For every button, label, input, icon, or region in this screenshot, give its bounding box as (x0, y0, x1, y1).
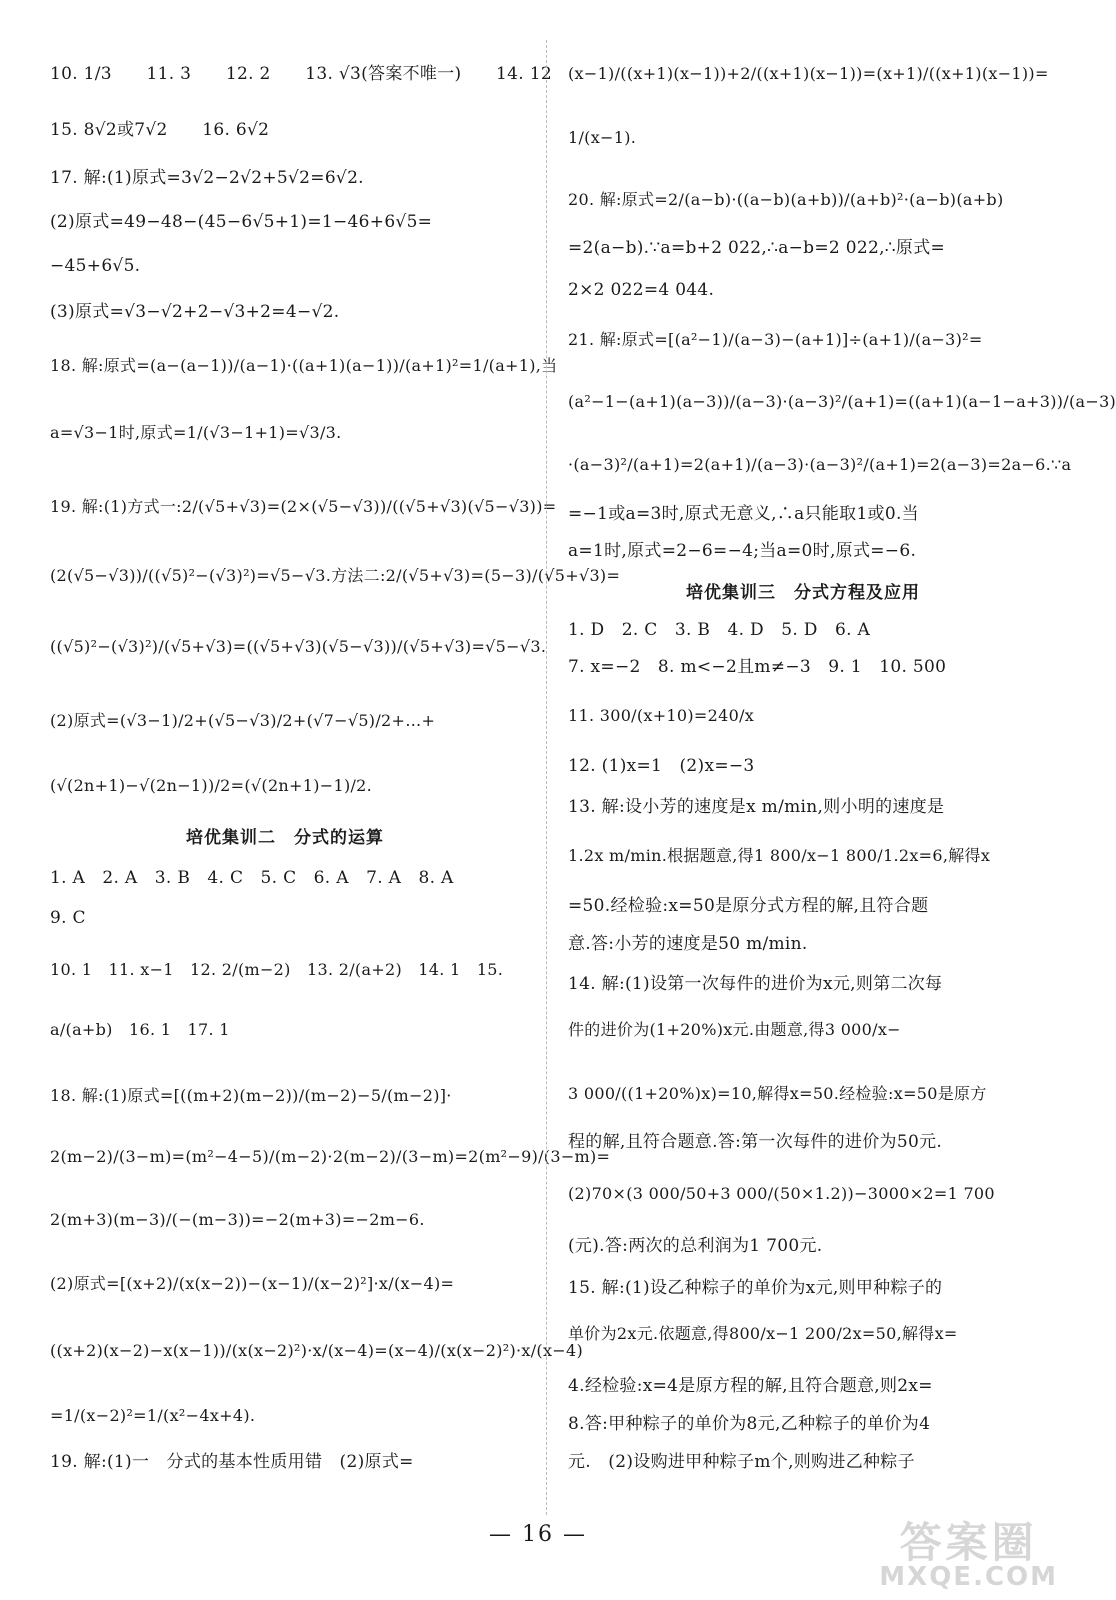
answer-line: 2(m−2)/(3−m)=(m²−4−5)/(m−2)·2(m−2)/(3−m)=2(m²−9)/(3−m)= (50, 1147, 611, 1166)
answer-line: 17. 解:(1)原式=3√2−2√2+5√2=6√2. (50, 168, 364, 188)
answer-line: −45+6√5. (50, 256, 141, 276)
answer-line: 15. 解:(1)设乙种粽子的单价为x元,则甲种粽子的 (568, 1278, 943, 1298)
answer-line: 意.答:小芳的速度是50 m/min. (568, 934, 808, 954)
answer-line: 2×2 022=4 044. (568, 280, 715, 300)
answer-line: (√(2n+1)−√(2n−1))/2=(√(2n+1)−1)/2. (50, 776, 373, 795)
answer-line: 程的解,且符合题意.答:第一次每件的进价为50元. (568, 1132, 943, 1152)
answer-line: 18. 解:(1)原式=[((m+2)(m−2))/(m−2)−5/(m−2)]· (50, 1086, 452, 1105)
answer-line: =50.经检验:x=50是原分式方程的解,且符合题 (568, 896, 929, 916)
watermark-logo (879, 1518, 1058, 1592)
answer-line: 18. 解:原式=(a−(a−1))/(a−1)·((a+1)(a−1))/(a+1)²=1/(a+1),当 (50, 356, 558, 375)
answer-line: 20. 解:原式=2/(a−b)·((a−b)(a+b))/(a+b)²·(a−b)(a+b) (568, 190, 1004, 209)
answer-line: a/(a+b) 16. 1 17. 1 (50, 1020, 230, 1039)
answer-line: 14. 解:(1)设第一次每件的进价为x元,则第二次每 (568, 974, 943, 994)
answer-line: ((x+2)(x−2)−x(x−1))/(x(x−2)²)·x/(x−4)=(x−4)/(x(x−2)²)·x/(x−4) (50, 1341, 583, 1360)
answer-line: 12. (1)x=1 (2)x=−3 (568, 756, 755, 776)
answer-line: (2)原式=49−48−(45−6√5+1)=1−46+6√5= (50, 212, 433, 232)
answer-line: (2(√5−√3))/((√5)²−(√3)²)=√5−√3.方法二:2/(√5+√3)=(5−3)/(√5+√3)= (50, 566, 621, 585)
answer-line: 7. x=−2 8. m<−2且m≠−3 9. 1 10. 500 (568, 657, 947, 677)
answer-line: 9. C (50, 908, 86, 928)
answer-line: (2)原式=(√3−1)/2+(√5−√3)/2+(√7−√5)/2+…+ (50, 711, 436, 730)
answer-line: ((√5)²−(√3)²)/(√5+√3)=((√5+√3)(√5−√3))/(√5+√3)=√5−√3. (50, 637, 547, 656)
watermark-logo-text: 答案圈 (899, 1518, 1038, 1567)
answer-line: 8.答:甲种粽子的单价为8元,乙种粽子的单价为4 (568, 1414, 931, 1434)
answer-line: 1/(x−1). (568, 128, 637, 147)
answer-line: (x−1)/((x+1)(x−1))+2/((x+1)(x−1))=(x+1)/((x+1)(x−1))= (568, 64, 1049, 83)
answer-line: (2)70×(3 000/50+3 000/(50×1.2))−3000×2=1 700 (568, 1184, 995, 1203)
answer-line: a=√3−1时,原式=1/(√3−1+1)=√3/3. (50, 423, 342, 442)
answer-line: ·(a−3)²/(a+1)=2(a+1)/(a−3)·(a−3)²/(a+1)=2(a−3)=2a−6.∵a (568, 455, 1072, 474)
answer-line: (a²−1−(a+1)(a−3))/(a−3)·(a−3)²/(a+1)=((a+1)(a−1−a+3))/(a−3) (568, 392, 1116, 411)
answer-line: 4.经检验:x=4是原方程的解,且符合题意,则2x= (568, 1376, 933, 1396)
section-heading: 培优集训三 分式方程及应用 (686, 583, 920, 603)
answer-line: 件的进价为(1+20%)x元.由题意,得3 000/x− (568, 1020, 901, 1039)
section-heading: 培优集训二 分式的运算 (186, 828, 384, 848)
answer-line: 19. 解:(1)一 分式的基本性质用错 (2)原式= (50, 1452, 414, 1472)
column-divider (546, 40, 547, 1515)
answer-line: 单价为2x元.依题意,得800/x−1 200/2x=50,解得x= (568, 1324, 958, 1343)
answer-line: a=1时,原式=2−6=−4;当a=0时,原式=−6. (568, 541, 917, 561)
answer-line: 19. 解:(1)方式一:2/(√5+√3)=(2×(√5−√3))/((√5+√3)(√5−√3))= (50, 497, 557, 516)
answer-line: =1/(x−2)²=1/(x²−4x+4). (50, 1406, 256, 1425)
answer-line: =−1或a=3时,原式无意义,∴a只能取1或0.当 (568, 504, 919, 524)
answer-line: 1.2x m/min.根据题意,得1 800/x−1 800/1.2x=6,解得x (568, 846, 991, 865)
answer-line: 1. A 2. A 3. B 4. C 5. C 6. A 7. A 8. A (50, 868, 454, 888)
page-number: — 16 — (489, 1522, 587, 1547)
watermark-url: MXQE.COM (879, 1562, 1058, 1592)
answer-line: 13. 解:设小芳的速度是x m/min,则小明的速度是 (568, 797, 945, 817)
answer-line: 2(m+3)(m−3)/(−(m−3))=−2(m+3)=−2m−6. (50, 1210, 425, 1229)
answer-line: 15. 8√2或7√2 16. 6√2 (50, 120, 270, 140)
answer-line: 21. 解:原式=[(a²−1)/(a−3)−(a+1)]÷(a+1)/(a−3)²= (568, 330, 983, 349)
answer-line: (元).答:两次的总利润为1 700元. (568, 1236, 823, 1256)
answer-line: (2)原式=[(x+2)/(x(x−2))−(x−1)/(x−2)²]·x/(x−4)= (50, 1274, 455, 1293)
answer-line: 10. 1 11. x−1 12. 2/(m−2) 13. 2/(a+2) 14. 1 15. (50, 960, 504, 979)
answer-line: 10. 1/3 11. 3 12. 2 13. √3(答案不唯一) 14. 12 (50, 64, 552, 84)
answer-line: 11. 300/(x+10)=240/x (568, 706, 755, 725)
answer-line: 3 000/((1+20%)x)=10,解得x=50.经检验:x=50是原方 (568, 1084, 987, 1103)
answer-line: (3)原式=√3−√2+2−√3+2=4−√2. (50, 302, 340, 322)
answer-line: =2(a−b).∵a=b+2 022,∴a−b=2 022,∴原式= (568, 238, 946, 258)
answer-line: 元. (2)设购进甲种粽子m个,则购进乙种粽子 (568, 1452, 915, 1472)
answer-line: 1. D 2. C 3. B 4. D 5. D 6. A (568, 620, 871, 640)
